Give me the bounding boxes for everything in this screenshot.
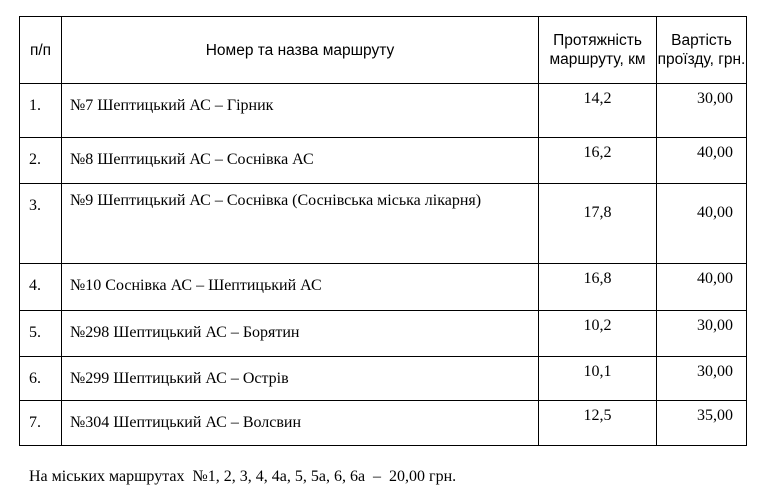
cell-num: 1. <box>20 84 62 138</box>
cell-num: 5. <box>20 311 62 357</box>
header-num: п/п <box>20 17 62 84</box>
cell-price: 35,00 <box>657 401 747 446</box>
table-header-row <box>20 17 747 84</box>
cell-route-name: №7 Шептицький АС – Гірник <box>62 84 539 138</box>
table-row <box>20 264 747 311</box>
cell-route-name: №10 Соснівка АС – Шептицький АС <box>62 264 539 311</box>
cell-num: 7. <box>20 401 62 446</box>
cell-price: 40,00 <box>657 184 747 264</box>
table-row <box>20 138 747 184</box>
cell-length: 14,2 <box>539 84 657 138</box>
cell-route-name: №304 Шептицький АС – Волсвин <box>62 401 539 446</box>
cell-price: 30,00 <box>657 357 747 401</box>
cell-price: 30,00 <box>657 311 747 357</box>
cell-route-name: №298 Шептицький АС – Борятин <box>62 311 539 357</box>
table-row <box>20 84 747 138</box>
cell-route-name: №8 Шептицький АС – Соснівка АС <box>62 138 539 184</box>
cell-num: 2. <box>20 138 62 184</box>
cell-price: 40,00 <box>657 138 747 184</box>
cell-route-name: №299 Шептицький АС – Острів <box>62 357 539 401</box>
table-row <box>20 184 747 264</box>
cell-num: 6. <box>20 357 62 401</box>
cell-length: 10,2 <box>539 311 657 357</box>
cell-length: 10,1 <box>539 357 657 401</box>
cell-num: 3. <box>20 184 62 264</box>
header-length: Протяжність маршруту, км <box>539 17 657 84</box>
city-routes-note: На міських маршрутах №1, 2, 3, 4, 4а, 5, 5а, 6, 6а – 20,00 грн. <box>29 468 457 485</box>
routes-table <box>19 16 747 446</box>
header-price: Вартість проїзду, грн. <box>657 17 747 84</box>
table-row <box>20 357 747 401</box>
cell-length: 12,5 <box>539 401 657 446</box>
cell-num: 4. <box>20 264 62 311</box>
cell-length: 17,8 <box>539 184 657 264</box>
cell-price: 40,00 <box>657 264 747 311</box>
cell-length: 16,8 <box>539 264 657 311</box>
cell-length: 16,2 <box>539 138 657 184</box>
cell-route-name: №9 Шептицький АС – Соснівка (Соснівська міська лікарня) <box>62 184 539 264</box>
header-route-name: Номер та назва маршруту <box>62 17 539 84</box>
table-row <box>20 401 747 446</box>
table-row <box>20 311 747 357</box>
cell-price: 30,00 <box>657 84 747 138</box>
